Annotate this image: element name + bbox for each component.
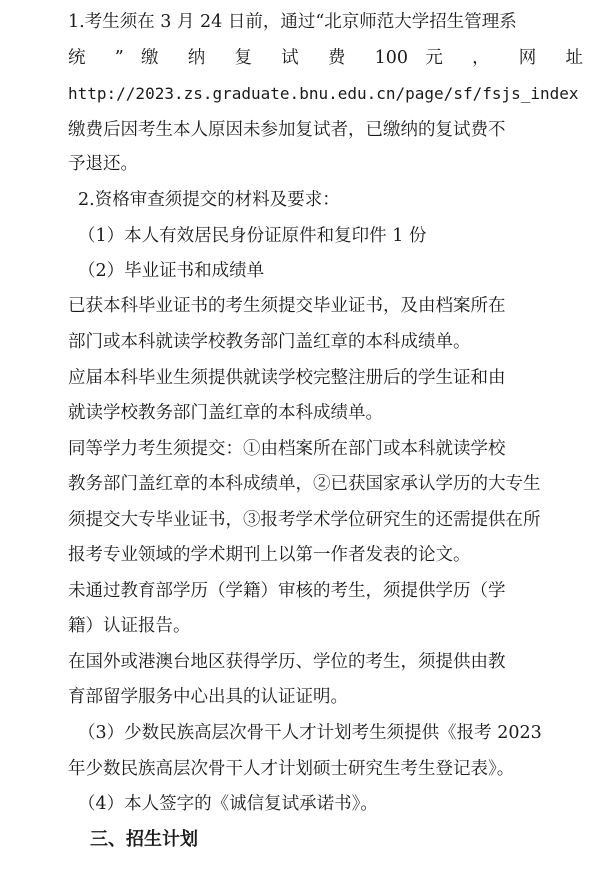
paragraph-line-18: 籍）认证报告。 xyxy=(68,616,191,636)
paragraph-line-12: 就读学校教务部门盖红章的本科成绩单。 xyxy=(68,403,383,423)
paragraph-line-4: 缴费后因考生本人原因未参加复试者，已缴纳的复试费不 xyxy=(68,120,506,140)
paragraph-line-16: 报考专业领域的学术期刊上以第一作者发表的论文。 xyxy=(68,545,471,565)
item-3-cont: 年少数民族高层次骨干人才计划硕士研究生考生登记表》。 xyxy=(68,759,515,779)
paragraph-line-19: 在国外或港澳台地区获得学历、学位的考生，须提供由教 xyxy=(68,652,506,672)
paragraph-line-5: 予退还。 xyxy=(68,154,138,174)
item-2: （2）毕业证书和成绩单 xyxy=(78,261,265,281)
section-2-title: 2.资格审查须提交的材料及要求： xyxy=(78,190,340,210)
item-1: （1）本人有效居民身份证原件和复印件 1 份 xyxy=(78,226,427,246)
url-line: http://2023.zs.graduate.bnu.edu.cn/page/sf/fsjs_index xyxy=(68,84,579,103)
item-3: （3）少数民族高层次骨干人才计划考生须提供《报考 2023 xyxy=(78,723,542,743)
paragraph-line-13: 同等学力考生须提交：①由档案所在部门或本科就读学校 xyxy=(68,439,506,459)
paragraph-line-9: 已获本科毕业证书的考生须提交毕业证书，及由档案所在 xyxy=(68,296,506,316)
paragraph-line-11: 应届本科毕业生须提供就读学校完整注册后的学生证和由 xyxy=(68,368,506,388)
section-3-heading: 三、招生计划 xyxy=(90,829,198,850)
paragraph-line-17: 未通过教育部学历（学籍）审核的考生，须提供学历（学 xyxy=(68,581,506,601)
paragraph-line-20: 育部留学服务中心出具的认证证明。 xyxy=(68,687,348,707)
paragraph-line-1: 1.考生须在 3 月 24 日前，通过“北京师范大学招生管理系 xyxy=(68,12,517,32)
paragraph-line-14: 教务部门盖红章的本科成绩单，②已获国家承认学历的大专生 xyxy=(68,474,541,494)
paragraph-line-2: 统 ” 缴 纳 复 试 费 100 元 ， 网 址 xyxy=(68,48,583,68)
paragraph-line-15: 须提交大专毕业证书，③报考学术学位研究生的还需提供在所 xyxy=(68,510,541,530)
item-4: （4）本人签字的《诚信复试承诺书》。 xyxy=(78,794,378,814)
paragraph-line-10: 部门或本科就读学校教务部门盖红章的本科成绩单。 xyxy=(68,332,471,352)
